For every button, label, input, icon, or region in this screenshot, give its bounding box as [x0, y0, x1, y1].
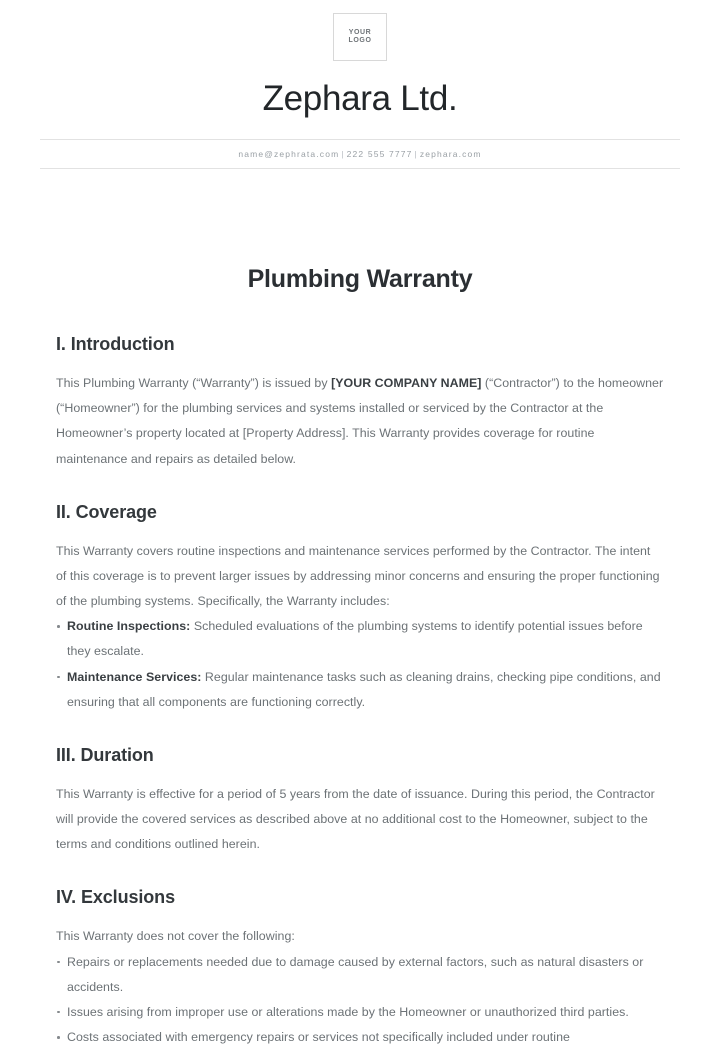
company-name: Zephara Ltd. — [262, 79, 458, 118]
section-paragraph-introduction — [56, 371, 664, 472]
coverage-bullet-list — [56, 614, 664, 715]
section-paragraph-exclusions: This Warranty does not cover the following: — [56, 929, 295, 944]
bullet-text: Scheduled evaluations of the plumbing systems to identify potential issues before they escalate. — [67, 619, 643, 659]
contact-info-line — [0, 140, 720, 168]
bullet-text: Costs associated with emergency repairs or services not specifically included under routine — [67, 1030, 570, 1045]
bullet-lead-label: Routine Inspections: — [67, 619, 191, 634]
exclusions-bullet-list — [56, 950, 664, 1050]
section-paragraph-duration: This Warranty is effective for a period of 5 years from the date of issuance. During this period, the Contractor will provide the covered services as described above at no additional cost to the Homeowner, subject to the terms and conditions outlined herein. — [56, 786, 655, 852]
header-divider-bottom — [40, 168, 680, 169]
logo-text-line-2: LOGO — [348, 37, 372, 44]
logo-container — [0, 13, 720, 61]
intro-text-after-placeholder: (“Contractor”) to the homeowner (“Homeowner”) for the plumbing services and systems installed or serviced by the Contractor at the Homeowner’s property located at [Property Address]. This Warranty provides coverage for routine maintenance and repairs as detailed below. — [56, 376, 664, 466]
section-paragraph-coverage: This Warranty covers routine inspections and maintenance services performed by the Contractor. The intent of this coverage is to prevent larger issues by addressing minor concerns and ensuring the proper functioning of the plumbing systems. Specifically, the Warranty includes: — [56, 543, 660, 609]
company-name-placeholder: [YOUR COMPANY NAME] — [331, 376, 482, 390]
company-logo-placeholder — [333, 13, 387, 61]
contact-website: zephara.com — [419, 149, 482, 159]
section-heading-exclusions: IV. Exclusions — [56, 887, 175, 908]
section-duration — [56, 745, 664, 858]
document-title: Plumbing Warranty — [247, 265, 473, 293]
section-heading-duration: III. Duration — [56, 744, 154, 765]
intro-text-before-placeholder: This Plumbing Warranty (“Warranty”) is issued by — [56, 376, 332, 390]
contact-phone: 222 555 7777 — [346, 149, 413, 159]
list-item — [56, 665, 664, 715]
contact-separator-1: | — [341, 149, 345, 159]
logo-text-line-1: YOUR — [348, 28, 372, 36]
bullet-text: Issues arising from improper use or alterations made by the Homeowner or unauthorized third parties. — [67, 1004, 629, 1019]
list-item — [56, 1000, 664, 1025]
section-coverage — [56, 502, 664, 715]
section-exclusions — [56, 887, 664, 1050]
list-item — [56, 1025, 664, 1050]
letterhead — [0, 0, 720, 169]
bullet-text: Repairs or replacements needed due to damage caused by external factors, such as natural disasters or accidents. — [67, 954, 644, 994]
document-body — [0, 265, 720, 1050]
contact-separator-2: | — [414, 149, 418, 159]
bullet-lead-label: Maintenance Services: — [67, 669, 202, 684]
section-heading-coverage: II. Coverage — [56, 501, 157, 522]
contact-email: name@zephrata.com — [238, 149, 340, 159]
bullet-text: Regular maintenance tasks such as cleaning drains, checking pipe conditions, and ensuring that all components are functioning correctly. — [67, 669, 661, 709]
section-heading-introduction: I. Introduction — [56, 334, 175, 354]
list-item — [56, 950, 664, 1000]
section-introduction — [56, 334, 664, 472]
list-item — [56, 614, 664, 664]
